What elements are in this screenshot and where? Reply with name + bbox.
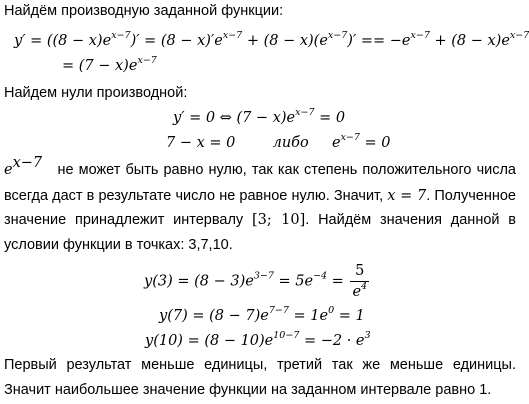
y3-mid: = 5e <box>273 273 314 290</box>
y3-fraction <box>350 262 369 301</box>
y3-fraction-numerator: 5 <box>350 262 369 282</box>
derivative-t2: + (8 − x)(e <box>242 33 328 49</box>
para1-line1-text: не может быть равно нулю, так как степень положительного числа <box>57 162 516 178</box>
para1-line3-math: [3; 10] <box>251 212 306 228</box>
derivative-result <box>62 55 157 74</box>
y10-exponent: 10−7 <box>273 330 300 341</box>
zeros-eq2-exponent: x−7 <box>340 132 360 143</box>
zeros-eq2-end: = 0 <box>359 135 391 151</box>
paragraph-line-1 <box>4 155 516 178</box>
para1-line2-math: x = 7 <box>387 188 427 204</box>
y7-end: = 1 <box>334 308 365 324</box>
para1-line2-b: . Полученное <box>426 188 516 204</box>
para1-line3-a: значение принадлежит интервалу <box>4 212 244 228</box>
y10-exponent-2: 3 <box>364 330 371 341</box>
y7-exponent-2: 0 <box>328 305 335 316</box>
zeros-eq2-right: e <box>331 135 341 151</box>
derivative-t3-exponent: x−7 <box>410 30 430 41</box>
value-y7 <box>159 305 365 324</box>
zeros-eq2-or: либо <box>272 135 309 151</box>
y10-end: = −2 · e <box>299 333 365 349</box>
derivative-t2-close: )′ == −e <box>347 33 411 49</box>
derivative-t4-exponent: x−7 <box>509 30 529 41</box>
derivative-t4: + (8 − x)e <box>429 33 510 49</box>
heading-find-derivative: Найдём производную заданной функции: <box>4 3 284 19</box>
y10-text: y(10) = (8 − 10)e <box>145 333 274 349</box>
zeros-eq1-end: = 0 <box>314 110 346 126</box>
paragraph-line-2 <box>4 189 516 204</box>
y3-fraction-denominator <box>350 282 369 301</box>
derivative-lhs-exponent: x−7 <box>111 30 131 41</box>
conclusion-line1-text: Первый результат меньше единицы, третий так же меньше единицы. <box>4 357 516 373</box>
y7-mid: = 1e <box>288 308 329 324</box>
heading-find-zeros: Найдем нули производной: <box>4 85 188 101</box>
zeros-eq1-exponent: x−7 <box>295 107 315 118</box>
y7-text: y(7) = (8 − 7)e <box>159 308 269 324</box>
zeros-equation-1 <box>173 107 346 126</box>
paragraph-line-3 <box>4 213 516 228</box>
value-y10 <box>145 330 371 349</box>
para1-exponent: x−7 <box>12 155 43 171</box>
zeros-eq2-left: 7 − x = 0 <box>166 135 236 151</box>
derivative-t2-exponent: x−7 <box>327 30 348 41</box>
derivative-lhs: y′ = ((8 − x)e <box>14 33 112 49</box>
y3-exponent: 3−7 <box>253 270 274 282</box>
y3-den-exponent: 4 <box>361 281 368 292</box>
para1-e: e <box>4 162 13 178</box>
derivative-result-exponent: x−7 <box>137 55 157 66</box>
y3-text: y(3) = (8 − 3)e <box>144 273 254 290</box>
derivative-equation <box>14 30 529 49</box>
conclusion-line-1 <box>4 358 516 373</box>
y7-exponent: 7−7 <box>268 305 289 316</box>
derivative-t1-exponent: x−7 <box>222 30 243 41</box>
zeros-eq1-text: y′ = 0 ⇔ (7 − x)e <box>173 110 296 126</box>
y3-eq: = <box>327 273 344 290</box>
value-y3 <box>144 262 369 301</box>
para1-line3-b: . Найдём значения данной в <box>305 212 516 228</box>
y3-exponent-2: −4 <box>313 270 328 282</box>
derivative-result-text: = (7 − x)e <box>62 58 138 74</box>
para1-line2-a: всегда даст в результате число не равное нулю. Значит, <box>4 188 384 204</box>
conclusion-line-2: Значит наибольшее значение функции на заданном интервале равно 1. <box>4 382 492 398</box>
derivative-lhs-close: )′ = (8 − x)′e <box>130 33 223 49</box>
y3-den-base: e <box>352 284 362 300</box>
paragraph-line-4: условии функции в точках: 3,7,10. <box>4 237 233 253</box>
zeros-equation-2 <box>166 132 391 151</box>
